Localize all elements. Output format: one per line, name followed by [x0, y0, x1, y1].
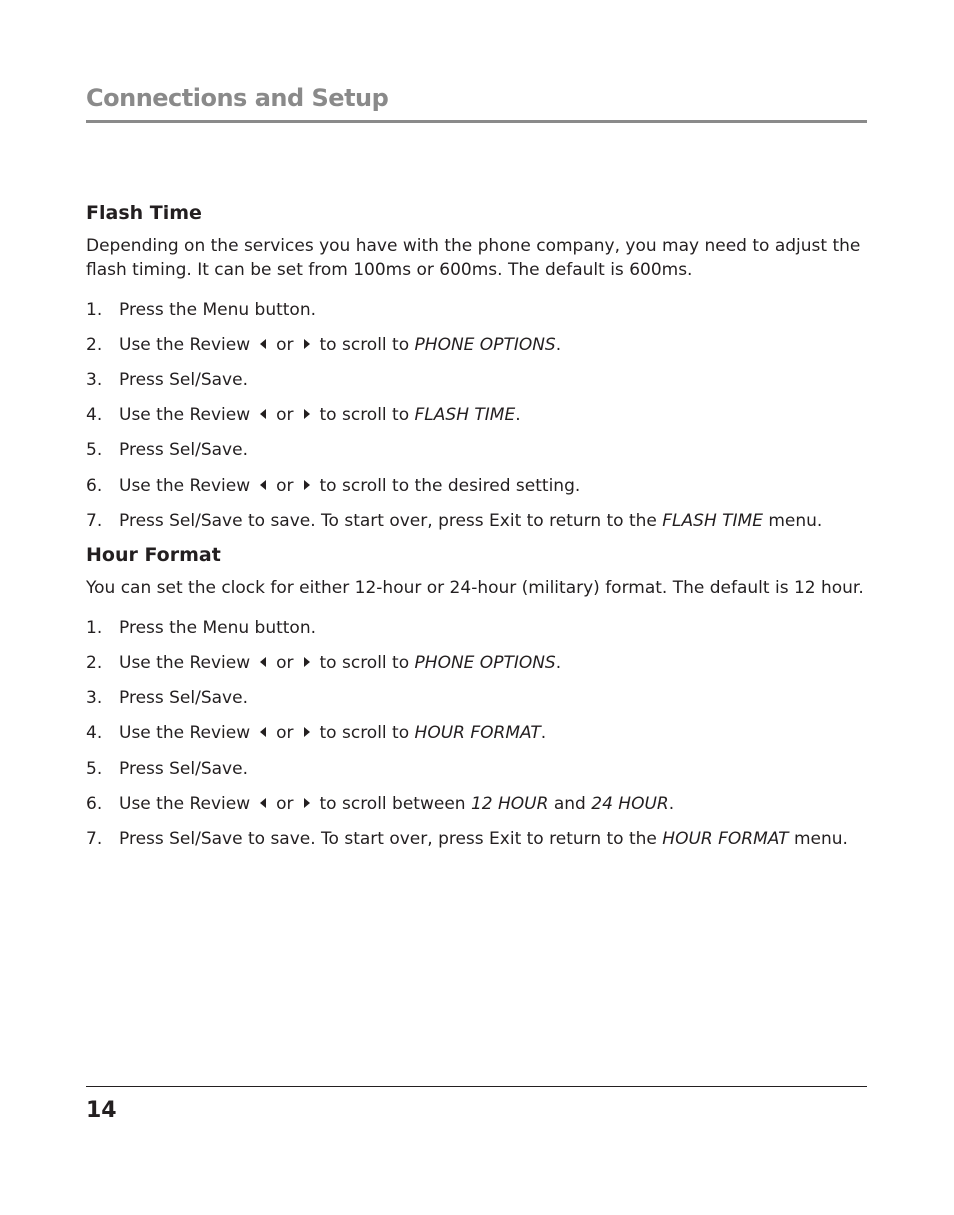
menu-option-name: FLASH TIME [662, 510, 763, 531]
step-number: 7. [86, 829, 103, 850]
step-text-or: or [276, 405, 294, 426]
step-item [86, 327, 867, 362]
review-left-arrow-icon [260, 480, 266, 490]
step-number: 6. [86, 475, 103, 496]
review-left-arrow-icon [260, 657, 266, 667]
step-text: Press the Menu button. [119, 299, 317, 320]
review-right-arrow-icon [304, 657, 310, 667]
page-header [86, 82, 867, 123]
step-text [119, 794, 674, 814]
review-right-arrow-icon [304, 409, 310, 419]
step-text-post: menu. [793, 829, 848, 850]
step-text: Press the Menu button. [119, 617, 317, 638]
step-item [86, 610, 867, 645]
step-text-post: . [668, 793, 675, 814]
step-item [86, 433, 867, 468]
step-number: 3. [86, 688, 103, 709]
page-footer [86, 1086, 867, 1125]
step-text [119, 476, 580, 496]
review-left-arrow-icon [260, 727, 266, 737]
step-item [86, 821, 867, 856]
section-title: Flash Time [86, 202, 202, 224]
step-text-mid: to scroll between [319, 793, 466, 814]
menu-option-name: 12 HOUR [470, 793, 549, 814]
step-text-pre: Use the Review [119, 653, 251, 674]
step-text-mid: to scroll to [319, 723, 410, 744]
step-text [119, 405, 521, 425]
step-text-or: or [276, 653, 294, 674]
step-number: 2. [86, 334, 103, 355]
step-item [86, 751, 867, 786]
page-title: Connections and Setup [86, 84, 389, 112]
step-number: 4. [86, 723, 103, 744]
step-text-or: or [276, 475, 294, 496]
menu-option-name: FLASH TIME [414, 405, 516, 426]
step-item [86, 681, 867, 716]
step-text-and: and [553, 793, 586, 814]
step-text-pre: Use the Review [119, 334, 251, 355]
step-list [86, 610, 867, 856]
review-right-arrow-icon [304, 727, 310, 737]
step-item [86, 362, 867, 397]
step-item [86, 716, 867, 751]
step-number: 5. [86, 440, 103, 461]
review-left-arrow-icon [260, 409, 266, 419]
menu-option-name: HOUR FORMAT [662, 829, 789, 850]
menu-option-name: HOUR FORMAT [414, 723, 541, 744]
step-item [86, 786, 867, 821]
step-item [86, 292, 867, 327]
step-text: Press Sel/Save. [119, 758, 248, 779]
menu-option-name: PHONE OPTIONS [414, 653, 556, 674]
step-number: 6. [86, 793, 103, 814]
section-intro: Depending on the services you have with the phone company, you may need to adjust the flash timing. It can be set from 100ms or 600ms. The default is 600ms. [86, 236, 861, 280]
step-text: Press Sel/Save. [119, 369, 248, 390]
section-flash-time [86, 198, 867, 538]
menu-option-name: PHONE OPTIONS [414, 334, 556, 355]
step-text [119, 335, 561, 355]
review-left-arrow-icon [260, 339, 266, 349]
step-number: 7. [86, 510, 103, 531]
page-number: 14 [86, 1098, 117, 1123]
step-text-pre: Use the Review [119, 405, 251, 426]
step-text-post: . [515, 405, 521, 426]
step-text [119, 723, 546, 743]
review-right-arrow-icon [304, 480, 310, 490]
step-text-or: or [276, 723, 294, 744]
step-text-post: . [555, 653, 562, 674]
step-text-or: or [276, 793, 294, 814]
menu-option-name: 24 HOUR [591, 793, 669, 814]
step-text-pre: Use the Review [119, 793, 251, 814]
step-text-mid: to scroll to [319, 334, 410, 355]
step-item [86, 503, 867, 538]
step-text-mid: to scroll to [319, 653, 410, 674]
step-item [86, 398, 867, 433]
step-number: 5. [86, 758, 103, 779]
step-text-pre: Press Sel/Save to save. To start over, press Exit to return to the [119, 829, 657, 850]
step-list [86, 292, 867, 538]
step-text-post: menu. [768, 510, 823, 531]
section-hour-format [86, 540, 867, 856]
step-item [86, 646, 867, 681]
step-item [86, 468, 867, 503]
step-text: Press Sel/Save. [119, 440, 248, 461]
step-text-mid: to scroll to [319, 405, 410, 426]
step-number: 1. [86, 617, 103, 638]
step-text-post: . [540, 723, 547, 744]
step-text-post: . [555, 334, 562, 355]
step-number: 4. [86, 405, 103, 426]
step-text [119, 511, 822, 531]
step-text: Press Sel/Save. [119, 688, 248, 709]
section-title: Hour Format [86, 544, 221, 567]
step-text-pre: Use the Review [119, 723, 251, 744]
review-right-arrow-icon [304, 798, 310, 808]
review-left-arrow-icon [260, 798, 266, 808]
step-text-pre: Press Sel/Save to save. To start over, press Exit to return to the [119, 510, 657, 531]
step-number: 2. [86, 653, 103, 674]
step-text [119, 829, 848, 849]
page-content [86, 198, 867, 857]
section-intro: You can set the clock for either 12-hour or 24-hour (military) format. The default is 12 hour. [86, 578, 864, 599]
step-number: 3. [86, 369, 103, 390]
review-right-arrow-icon [304, 339, 310, 349]
step-text-or: or [276, 334, 294, 355]
step-text-mid: to scroll to the desired setting. [319, 475, 581, 496]
step-text [119, 653, 561, 673]
step-number: 1. [86, 299, 103, 320]
step-text-pre: Use the Review [119, 475, 251, 496]
